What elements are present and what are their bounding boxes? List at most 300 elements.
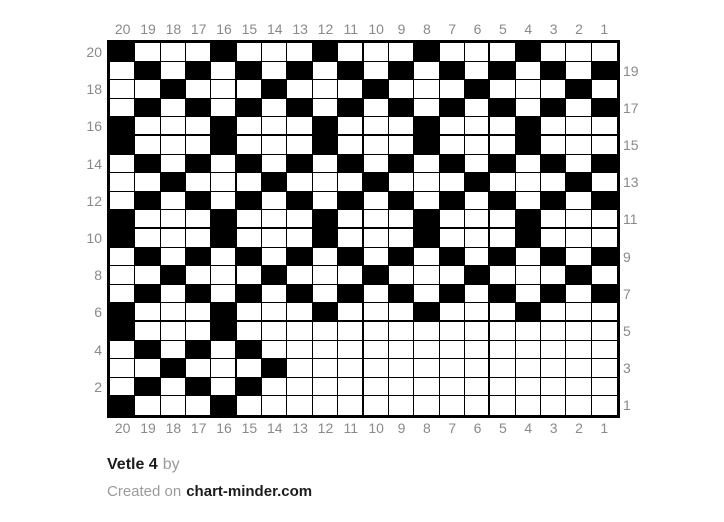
chart-cell xyxy=(364,99,389,118)
chart-cell xyxy=(135,173,160,192)
author-by-label: by xyxy=(162,456,180,473)
row-label-right: 11 xyxy=(623,211,638,228)
chart-cell xyxy=(566,80,591,99)
chart-cell xyxy=(541,378,566,397)
chart-cell xyxy=(186,210,211,229)
chart-cell xyxy=(414,248,439,267)
chart-cell xyxy=(414,155,439,174)
chart-cell xyxy=(338,99,363,118)
chart-cell xyxy=(287,359,312,378)
chart-cell xyxy=(414,192,439,211)
chart-cell xyxy=(211,341,236,360)
chart-cell xyxy=(541,62,566,81)
chart-cell xyxy=(566,155,591,174)
chart-cell xyxy=(440,173,465,192)
chart-cell xyxy=(211,43,236,62)
chart-cell xyxy=(541,155,566,174)
chart-cell xyxy=(490,173,515,192)
chart-cell xyxy=(161,155,186,174)
chart-cell xyxy=(440,99,465,118)
chart-cell xyxy=(389,322,414,341)
column-label-top: 11 xyxy=(343,21,359,37)
chart-minder-link[interactable]: chart-minder.com xyxy=(186,483,313,500)
chart-cell xyxy=(135,359,160,378)
chart-cell xyxy=(287,378,312,397)
chart-cell xyxy=(262,192,287,211)
chart-cell xyxy=(440,322,465,341)
chart-cell xyxy=(135,192,160,211)
chart-cell xyxy=(465,173,490,192)
chart-cell xyxy=(592,378,617,397)
chart-cell xyxy=(186,266,211,285)
chart-cell xyxy=(313,117,338,136)
column-label-top: 7 xyxy=(448,21,457,37)
column-label-bottom: 17 xyxy=(190,420,207,436)
chart-cell xyxy=(541,359,566,378)
chart-cell xyxy=(338,303,363,322)
chart-cell xyxy=(313,173,338,192)
chart-cell xyxy=(262,266,287,285)
row-label-left: 20 xyxy=(86,44,102,60)
chart-cell xyxy=(566,396,591,415)
chart-cell xyxy=(262,285,287,304)
chart-cell xyxy=(465,322,490,341)
row-label-left: 8 xyxy=(94,267,102,284)
chart-cell xyxy=(465,248,490,267)
chart-cell xyxy=(237,99,262,118)
chart-cell xyxy=(389,359,414,378)
column-label-top: 20 xyxy=(114,21,131,37)
chart-cell xyxy=(389,303,414,322)
row-label-left: 12 xyxy=(86,192,102,209)
chart-cell xyxy=(135,210,160,229)
chart-cell xyxy=(287,341,312,360)
row-label-left: 6 xyxy=(94,304,102,321)
chart-cell xyxy=(490,192,515,211)
column-label-top: 5 xyxy=(499,21,507,37)
chart-cell xyxy=(135,341,160,360)
chart-cell xyxy=(414,285,439,304)
chart-cell xyxy=(338,248,363,267)
chart-cell xyxy=(237,285,262,304)
chart-cell xyxy=(161,229,186,248)
chart-cell xyxy=(592,266,617,285)
chart-cell xyxy=(186,173,211,192)
chart-cell xyxy=(262,229,287,248)
chart-cell xyxy=(592,341,617,360)
chart-cell xyxy=(135,43,160,62)
chart-cell xyxy=(338,173,363,192)
chart-cell xyxy=(262,210,287,229)
chart-cell xyxy=(186,378,211,397)
chart-cell xyxy=(364,210,389,229)
chart-cell xyxy=(389,117,414,136)
chart-cell xyxy=(516,80,541,99)
chart-cell xyxy=(566,378,591,397)
chart-cell xyxy=(211,378,236,397)
chart-cell xyxy=(313,248,338,267)
chart-cell xyxy=(186,248,211,267)
chart-cell xyxy=(414,322,439,341)
chart-cell xyxy=(440,359,465,378)
chart-cell xyxy=(287,248,312,267)
chart-cell xyxy=(287,266,312,285)
chart-cell xyxy=(516,117,541,136)
chart-cell xyxy=(516,285,541,304)
chart-cell xyxy=(313,192,338,211)
chart-cell xyxy=(161,378,186,397)
chart-cell xyxy=(313,396,338,415)
chart-cell xyxy=(364,43,389,62)
chart-cell xyxy=(389,229,414,248)
chart-cell xyxy=(566,285,591,304)
chart-cell xyxy=(516,173,541,192)
chart-cell xyxy=(262,396,287,415)
column-label-top: 9 xyxy=(397,21,406,37)
chart-cell xyxy=(313,303,338,322)
chart-cell xyxy=(262,99,287,118)
chart-cell xyxy=(186,99,211,118)
chart-cell xyxy=(389,266,414,285)
chart-cell xyxy=(338,229,363,248)
chart-cell xyxy=(135,396,160,415)
chart-cell xyxy=(262,155,287,174)
chart-cell xyxy=(566,303,591,322)
chart-cell xyxy=(161,266,186,285)
chart-cell xyxy=(110,62,135,81)
chart-cell xyxy=(592,80,617,99)
chart-cell xyxy=(440,229,465,248)
column-label-bottom: 9 xyxy=(397,420,406,436)
chart-cell xyxy=(287,229,312,248)
chart-cell xyxy=(186,285,211,304)
chart-cell xyxy=(186,341,211,360)
chart-cell xyxy=(211,136,236,155)
chart-cell xyxy=(211,99,236,118)
chart-cell xyxy=(516,378,541,397)
credit-prefix: Created on xyxy=(107,483,182,500)
chart-cell xyxy=(211,155,236,174)
chart-cell xyxy=(414,117,439,136)
chart-cell xyxy=(414,229,439,248)
chart-cell xyxy=(338,378,363,397)
chart-cell xyxy=(389,99,414,118)
chart-cell xyxy=(161,396,186,415)
chart-cell xyxy=(414,341,439,360)
chart-cell xyxy=(440,136,465,155)
chart-cell xyxy=(313,378,338,397)
chart-cell xyxy=(592,322,617,341)
chart-cell xyxy=(211,117,236,136)
chart-cell xyxy=(364,117,389,136)
chart-cell xyxy=(414,43,439,62)
row-label-left: 14 xyxy=(86,155,102,172)
chart-cell xyxy=(490,117,515,136)
chart-cell xyxy=(211,248,236,267)
column-label-top: 16 xyxy=(216,21,232,37)
row-label-left: 2 xyxy=(94,378,102,395)
chart-cell xyxy=(186,303,211,322)
chart-cell xyxy=(566,266,591,285)
chart-cell xyxy=(211,173,236,192)
chart-cell xyxy=(389,192,414,211)
chart-cell xyxy=(541,396,566,415)
chart-cell xyxy=(287,322,312,341)
chart-cell xyxy=(186,117,211,136)
chart-cell xyxy=(414,136,439,155)
chart-cell xyxy=(592,173,617,192)
chart-cell xyxy=(161,80,186,99)
column-label-top: 3 xyxy=(549,21,558,37)
chart-cell xyxy=(110,99,135,118)
column-label-bottom: 3 xyxy=(549,420,558,436)
chart-cell xyxy=(414,210,439,229)
chart-cell xyxy=(110,155,135,174)
chart-cell xyxy=(161,210,186,229)
chart-cell xyxy=(490,99,515,118)
chart-cell xyxy=(592,396,617,415)
chart-cell xyxy=(237,80,262,99)
chart-cell xyxy=(440,192,465,211)
chart-cell xyxy=(389,341,414,360)
chart-cell xyxy=(541,341,566,360)
row-label-right: 1 xyxy=(623,397,631,414)
column-label-top: 18 xyxy=(165,21,182,37)
chart-cell xyxy=(338,62,363,81)
chart-cell xyxy=(592,155,617,174)
chart-cell xyxy=(364,173,389,192)
chart-cell xyxy=(237,43,262,62)
chart-cell xyxy=(566,341,591,360)
chart-cell xyxy=(566,248,591,267)
chart-cell xyxy=(338,117,363,136)
chart-cell xyxy=(110,396,135,415)
chart-cell xyxy=(186,80,211,99)
chart-cell xyxy=(592,210,617,229)
chart-cell xyxy=(389,210,414,229)
chart-cell xyxy=(135,303,160,322)
chart-cell xyxy=(313,155,338,174)
chart-cell xyxy=(186,155,211,174)
chart-cell xyxy=(566,43,591,62)
chart-cell xyxy=(135,266,160,285)
column-label-bottom: 10 xyxy=(368,420,384,436)
chart-cell xyxy=(237,359,262,378)
column-label-bottom: 6 xyxy=(473,420,482,436)
chart-cell xyxy=(364,62,389,81)
chart-cell xyxy=(161,43,186,62)
chart-cell xyxy=(110,229,135,248)
chart-cell xyxy=(313,229,338,248)
column-label-top: 14 xyxy=(266,21,283,37)
chart-cell xyxy=(592,99,617,118)
row-label-left: 18 xyxy=(86,81,102,98)
chart-cell xyxy=(186,192,211,211)
chart-cell xyxy=(186,62,211,81)
chart-cell xyxy=(541,210,566,229)
chart-cell xyxy=(211,266,236,285)
chart-cell xyxy=(110,285,135,304)
chart-cell xyxy=(516,99,541,118)
chart-cell xyxy=(414,266,439,285)
chart-cell xyxy=(110,359,135,378)
chart-cell xyxy=(161,173,186,192)
chart-cell xyxy=(313,62,338,81)
chart-cell xyxy=(465,359,490,378)
chart-cell xyxy=(389,43,414,62)
chart-cell xyxy=(490,359,515,378)
chart-cell xyxy=(490,210,515,229)
chart-cell xyxy=(364,192,389,211)
knitting-chart-grid xyxy=(107,40,620,418)
column-label-bottom: 2 xyxy=(575,420,583,436)
chart-cell xyxy=(364,248,389,267)
chart-cell xyxy=(338,192,363,211)
chart-cell xyxy=(237,341,262,360)
chart-cell xyxy=(287,99,312,118)
chart-cell xyxy=(465,136,490,155)
column-label-bottom: 11 xyxy=(343,420,359,436)
column-label-bottom: 13 xyxy=(292,420,308,436)
chart-cell xyxy=(566,229,591,248)
column-label-bottom: 15 xyxy=(241,420,258,436)
chart-cell xyxy=(440,341,465,360)
chart-cell xyxy=(135,248,160,267)
chart-cell xyxy=(211,210,236,229)
chart-cell xyxy=(516,303,541,322)
chart-cell xyxy=(338,43,363,62)
chart-cell xyxy=(490,378,515,397)
chart-cell xyxy=(287,303,312,322)
chart-cell xyxy=(440,155,465,174)
chart-cell xyxy=(338,359,363,378)
chart-cell xyxy=(490,248,515,267)
chart-cell xyxy=(110,303,135,322)
chart-cell xyxy=(262,136,287,155)
chart-cell xyxy=(161,136,186,155)
chart-cell xyxy=(110,136,135,155)
chart-cell xyxy=(161,341,186,360)
chart-cell xyxy=(389,80,414,99)
chart-cell xyxy=(186,43,211,62)
chart-cell xyxy=(110,117,135,136)
chart-cell xyxy=(440,378,465,397)
chart-cell xyxy=(186,359,211,378)
chart-cell xyxy=(237,248,262,267)
chart-cell xyxy=(389,155,414,174)
chart-cell xyxy=(211,396,236,415)
chart-cell xyxy=(490,396,515,415)
chart-cell xyxy=(389,62,414,81)
chart-cell xyxy=(262,378,287,397)
chart-cell xyxy=(592,248,617,267)
chart-cell xyxy=(516,62,541,81)
chart-cell xyxy=(186,396,211,415)
chart-cell xyxy=(110,266,135,285)
chart-cell xyxy=(592,285,617,304)
chart-cell xyxy=(541,303,566,322)
chart-cell xyxy=(389,396,414,415)
chart-cell xyxy=(566,192,591,211)
chart-cell xyxy=(465,62,490,81)
chart-cell xyxy=(110,43,135,62)
chart-cell xyxy=(389,136,414,155)
chart-cell xyxy=(566,99,591,118)
chart-cell xyxy=(262,359,287,378)
chart-cell xyxy=(262,80,287,99)
chart-cell xyxy=(592,303,617,322)
chart-cell xyxy=(592,117,617,136)
chart-cell xyxy=(414,359,439,378)
chart-cell xyxy=(211,80,236,99)
chart-cell xyxy=(490,285,515,304)
chart-cell xyxy=(313,322,338,341)
chart-cell xyxy=(287,192,312,211)
chart-cell xyxy=(313,99,338,118)
chart-cell xyxy=(465,396,490,415)
chart-cell xyxy=(211,229,236,248)
row-label-right: 17 xyxy=(623,99,639,116)
chart-cell xyxy=(262,341,287,360)
column-label-bottom: 20 xyxy=(114,420,131,436)
chart-cell xyxy=(313,359,338,378)
column-label-bottom: 1 xyxy=(600,420,609,436)
chart-cell xyxy=(465,229,490,248)
chart-cell xyxy=(237,322,262,341)
chart-cell xyxy=(541,248,566,267)
chart-cell xyxy=(161,248,186,267)
chart-cell xyxy=(338,396,363,415)
row-label-right: 15 xyxy=(623,137,639,153)
chart-cell xyxy=(338,136,363,155)
chart-cell xyxy=(566,322,591,341)
chart-cell xyxy=(516,136,541,155)
chart-cell xyxy=(490,303,515,322)
chart-cell xyxy=(135,117,160,136)
chart-cell xyxy=(516,396,541,415)
chart-cell xyxy=(287,136,312,155)
chart-cell xyxy=(313,285,338,304)
chart-cell xyxy=(186,136,211,155)
column-label-top: 6 xyxy=(473,21,482,37)
row-label-left: 10 xyxy=(86,230,102,246)
chart-cell xyxy=(516,43,541,62)
column-label-top: 15 xyxy=(241,21,258,37)
chart-cell xyxy=(364,303,389,322)
row-label-right: 19 xyxy=(623,62,639,79)
chart-cell xyxy=(237,173,262,192)
chart-cell xyxy=(516,210,541,229)
chart-cell xyxy=(287,43,312,62)
chart-cell xyxy=(516,322,541,341)
chart-cell xyxy=(161,192,186,211)
chart-cell xyxy=(592,359,617,378)
chart-cell xyxy=(414,396,439,415)
chart-cell xyxy=(110,210,135,229)
chart-cell xyxy=(490,43,515,62)
chart-cell xyxy=(110,248,135,267)
chart-cell xyxy=(364,285,389,304)
chart-cell xyxy=(516,359,541,378)
chart-cell xyxy=(541,322,566,341)
chart-cell xyxy=(465,378,490,397)
column-label-bottom: 8 xyxy=(422,420,431,436)
chart-cell xyxy=(465,341,490,360)
row-label-right: 9 xyxy=(623,248,631,265)
chart-cell xyxy=(465,285,490,304)
column-label-bottom: 5 xyxy=(499,420,507,436)
chart-cell xyxy=(110,80,135,99)
